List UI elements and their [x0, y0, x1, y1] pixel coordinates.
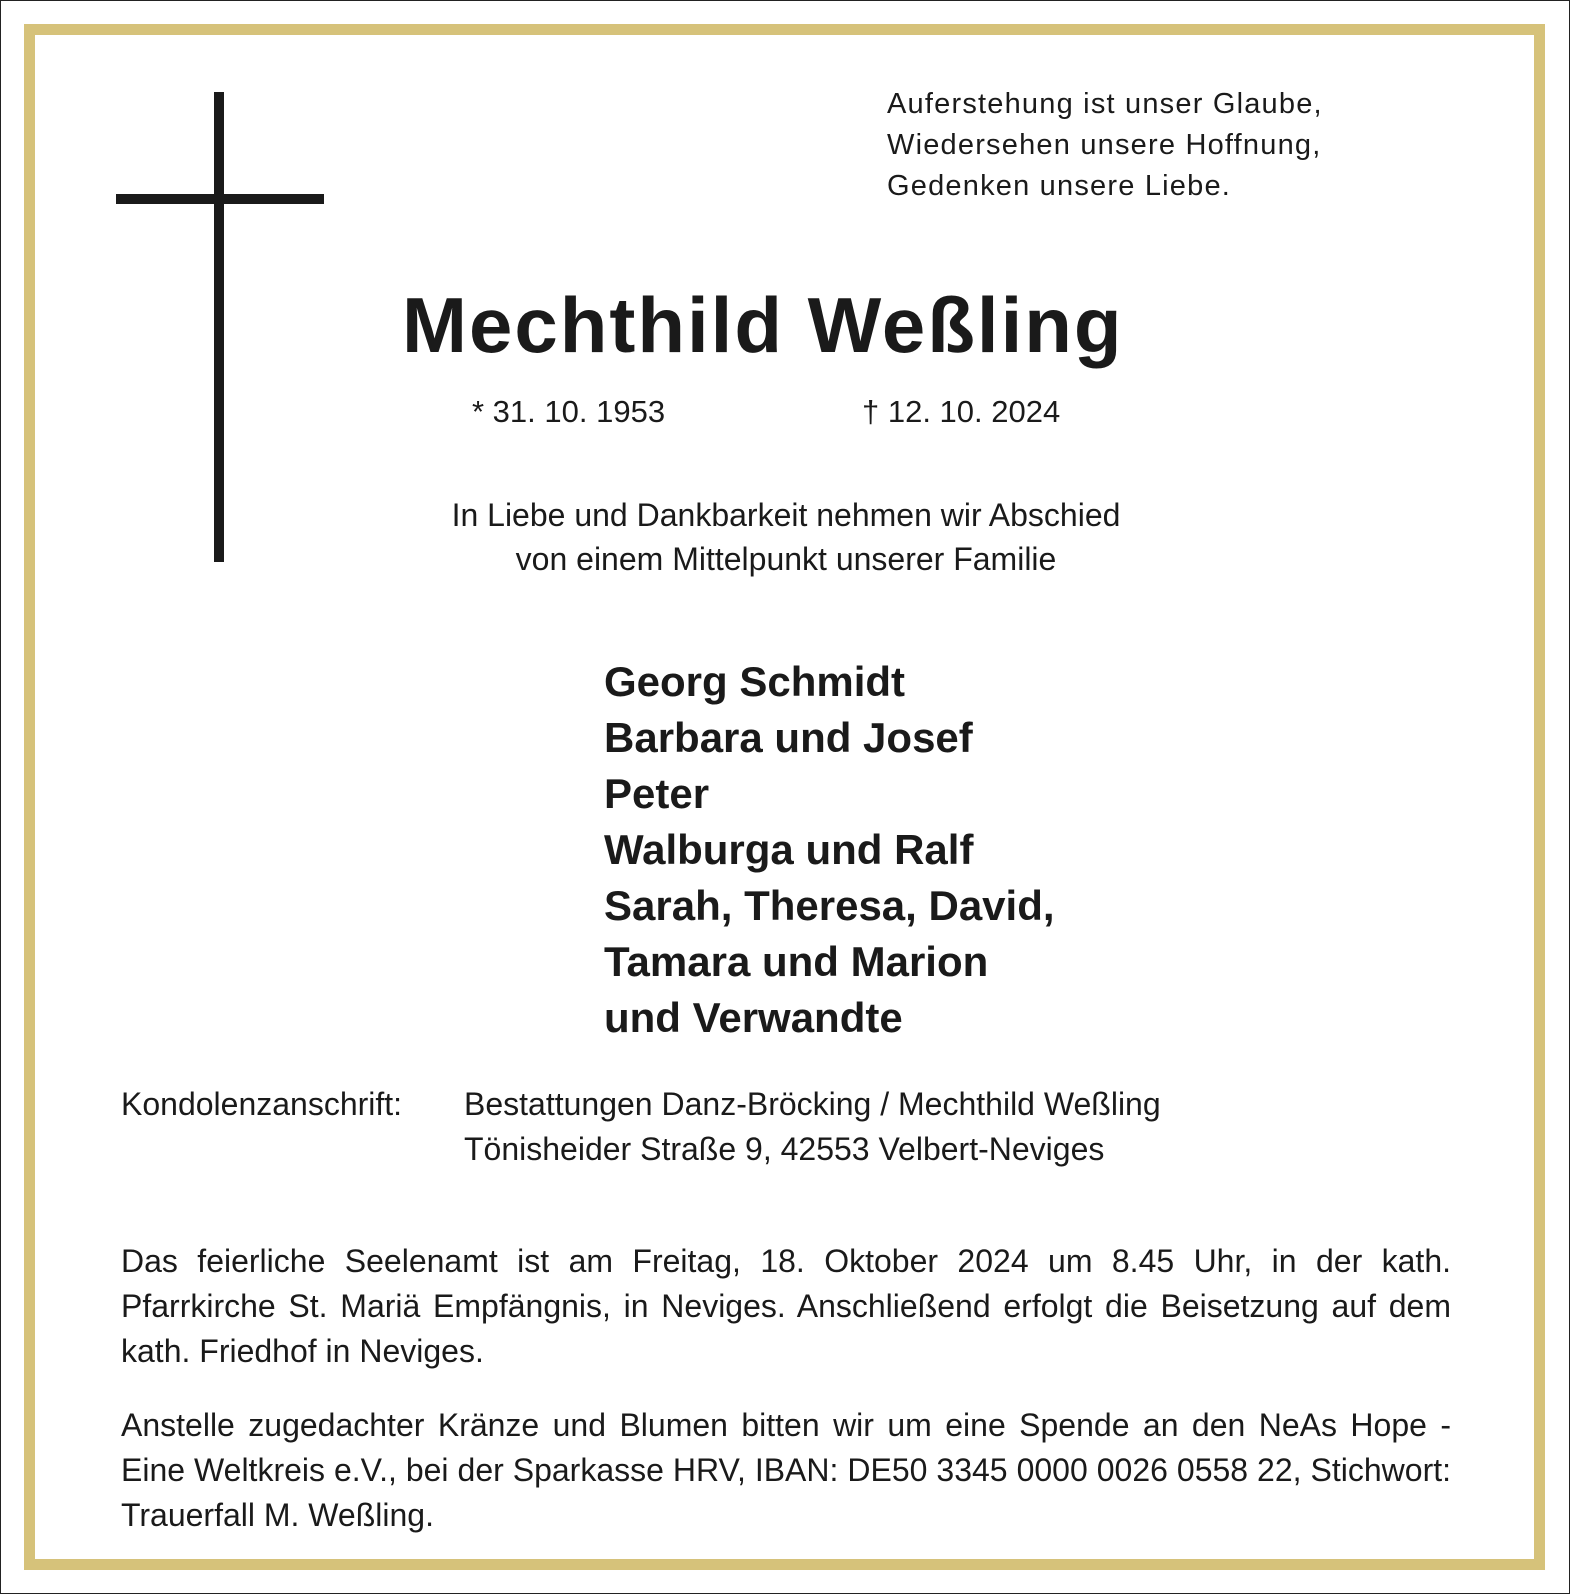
- mourner-line: Tamara und Marion: [604, 938, 989, 985]
- service-info-paragraph: Das feierliche Seelenamt ist am Freitag, 18. Oktober 2024 um 8.45 Uhr, in der kath. Pfarrkirche St. Mariä Empfängnis, in Neviges. Anschließend erfolgt die Beisetzung auf dem kath. Friedhof in Neviges.: [121, 1243, 1451, 1369]
- deceased-name: Mechthild Weßling: [402, 281, 1124, 369]
- farewell-text: [386, 493, 1186, 581]
- cross-vertical-bar: [214, 92, 224, 562]
- motto-line: Auferstehung ist unser Glaube,: [887, 88, 1323, 120]
- motto-line: Wiedersehen unsere Hoffnung,: [887, 129, 1322, 161]
- motto-quote: [887, 84, 1323, 207]
- birth-date: * 31. 10. 1953: [472, 394, 666, 429]
- mourner-line: Georg Schmidt: [604, 658, 906, 705]
- death-date: † 12. 10. 2024: [862, 394, 1061, 429]
- condolence-label: Kondolenzanschrift:: [121, 1086, 403, 1122]
- donation-paragraph: Anstelle zugedachter Kränze und Blumen bitten wir um eine Spende an den NeAs Hope - Eine Weltkreis e.V., bei der Sparkasse HRV, IBAN: DE50 3345 0000 0026 0558 22, Stichwort: Trauerfall M. Weßling.: [121, 1407, 1451, 1533]
- cross-horizontal-bar: [116, 194, 324, 204]
- mourner-line: Peter: [604, 770, 710, 817]
- mourner-line: Walburga und Ralf: [604, 826, 974, 873]
- mourner-line: Sarah, Theresa, David,: [604, 882, 1055, 929]
- mourners-list: [604, 654, 1055, 1046]
- condolence-line-2: Tönisheider Straße 9, 42553 Velbert-Neviges: [464, 1131, 1105, 1167]
- condolence-address: [121, 1082, 1161, 1172]
- condolence-line-1: Bestattungen Danz-Bröcking / Mechthild Weßling: [464, 1086, 1161, 1122]
- motto-line: Gedenken unsere Liebe.: [887, 170, 1232, 202]
- farewell-line: von einem Mittelpunkt unserer Familie: [515, 541, 1057, 577]
- farewell-line: In Liebe und Dankbarkeit nehmen wir Abschied: [451, 497, 1121, 533]
- mourner-line: Barbara und Josef: [604, 714, 973, 761]
- mourner-line: und Verwandte: [604, 994, 903, 1041]
